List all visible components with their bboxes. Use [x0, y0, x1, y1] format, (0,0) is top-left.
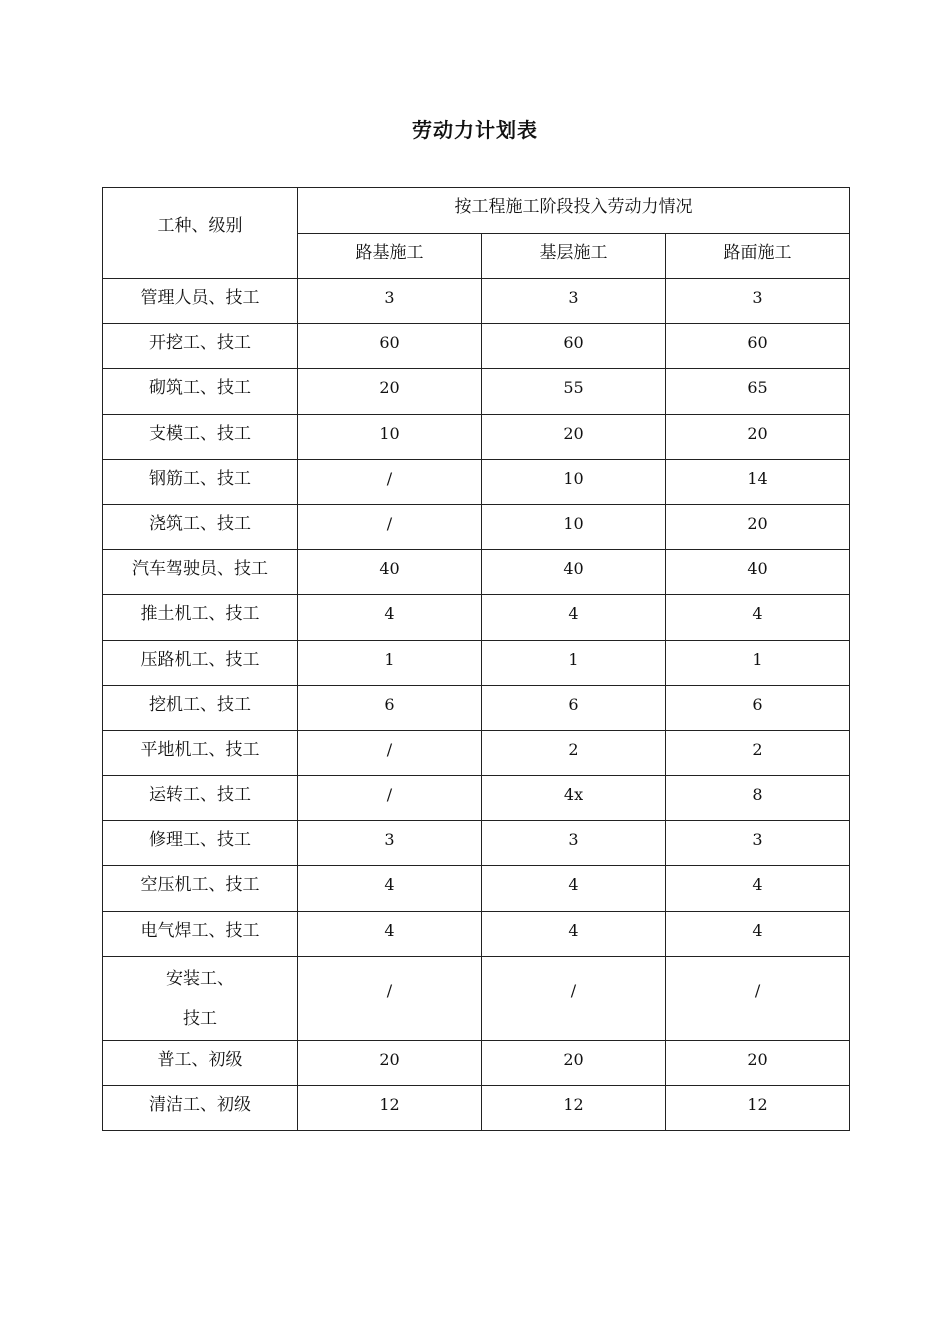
count-cell: 4x — [482, 776, 666, 821]
count-cell: 60 — [666, 324, 850, 369]
table-row — [103, 640, 850, 685]
table-row — [103, 1040, 850, 1085]
phase-header-base: 基层施工 — [482, 234, 666, 279]
trade-name-line-2: 技工 — [183, 1008, 217, 1029]
count-cell: 4 — [482, 911, 666, 956]
trade-name-line-1: 安装工、 — [166, 968, 234, 989]
table-row — [103, 324, 850, 369]
count-cell: 3 — [482, 821, 666, 866]
trade-name: 修理工、技工 — [103, 821, 298, 866]
count-cell: 14 — [666, 459, 850, 504]
count-cell: 40 — [482, 550, 666, 595]
count-cell: 3 — [298, 279, 482, 324]
count-cell: 1 — [666, 640, 850, 685]
table-row — [103, 279, 850, 324]
table-row — [103, 866, 850, 911]
table-row — [103, 1086, 850, 1131]
labor-plan-table — [102, 187, 850, 1131]
count-cell: 20 — [298, 1040, 482, 1085]
count-cell: 20 — [666, 504, 850, 549]
count-cell: 20 — [666, 414, 850, 459]
trade-name: 钢筋工、技工 — [103, 459, 298, 504]
trade-name: 汽车驾驶员、技工 — [103, 550, 298, 595]
table-row — [103, 595, 850, 640]
count-cell: 10 — [482, 504, 666, 549]
count-cell: 2 — [666, 730, 850, 775]
table-row — [103, 459, 850, 504]
count-cell: / — [298, 459, 482, 504]
count-cell: 55 — [482, 369, 666, 414]
table-row — [103, 685, 850, 730]
trade-name: 管理人员、技工 — [103, 279, 298, 324]
count-cell: 8 — [666, 776, 850, 821]
trade-name: 空压机工、技工 — [103, 866, 298, 911]
count-cell: 10 — [482, 459, 666, 504]
count-cell: 6 — [482, 685, 666, 730]
trade-name: 运转工、技工 — [103, 776, 298, 821]
count-cell: 6 — [666, 685, 850, 730]
count-cell: 4 — [482, 866, 666, 911]
count-cell: 4 — [666, 911, 850, 956]
count-cell: 60 — [482, 324, 666, 369]
count-cell: / — [298, 504, 482, 549]
count-cell: 3 — [298, 821, 482, 866]
table-row — [103, 956, 850, 1040]
trade-name: 清洁工、初级 — [103, 1086, 298, 1131]
count-cell: / — [482, 956, 666, 1040]
trade-name — [103, 956, 298, 1040]
phase-header-pavement: 路面施工 — [666, 234, 850, 279]
trade-name: 挖机工、技工 — [103, 685, 298, 730]
table-row — [103, 730, 850, 775]
table-row — [103, 550, 850, 595]
table-row — [103, 776, 850, 821]
count-cell: 40 — [666, 550, 850, 595]
count-cell: 4 — [666, 595, 850, 640]
count-cell: 3 — [482, 279, 666, 324]
trade-name: 开挖工、技工 — [103, 324, 298, 369]
count-cell: 2 — [482, 730, 666, 775]
count-cell: 4 — [482, 595, 666, 640]
trade-name: 压路机工、技工 — [103, 640, 298, 685]
phase-group-header: 按工程施工阶段投入劳动力情况 — [298, 188, 850, 234]
trade-name: 电气焊工、技工 — [103, 911, 298, 956]
count-cell: 4 — [666, 866, 850, 911]
count-cell: 20 — [298, 369, 482, 414]
count-cell: 1 — [482, 640, 666, 685]
table-row — [103, 821, 850, 866]
count-cell: 3 — [666, 821, 850, 866]
count-cell: 12 — [482, 1086, 666, 1131]
table-row — [103, 414, 850, 459]
count-cell: 12 — [666, 1086, 850, 1131]
count-cell: 1 — [298, 640, 482, 685]
count-cell: 60 — [298, 324, 482, 369]
page-title: 劳动力计划表 — [412, 118, 538, 142]
count-cell: 4 — [298, 911, 482, 956]
count-cell: 10 — [298, 414, 482, 459]
trade-name: 浇筑工、技工 — [103, 504, 298, 549]
trade-level-header: 工种、级别 — [103, 188, 298, 279]
count-cell: 12 — [298, 1086, 482, 1131]
table-header-row — [103, 188, 850, 234]
table-row — [103, 504, 850, 549]
count-cell: / — [298, 776, 482, 821]
count-cell: 20 — [666, 1040, 850, 1085]
trade-name: 平地机工、技工 — [103, 730, 298, 775]
table-row — [103, 911, 850, 956]
trade-name: 推土机工、技工 — [103, 595, 298, 640]
count-cell: 6 — [298, 685, 482, 730]
count-cell: / — [298, 730, 482, 775]
count-cell: 4 — [298, 866, 482, 911]
count-cell: / — [298, 956, 482, 1040]
count-cell: 3 — [666, 279, 850, 324]
table-row — [103, 369, 850, 414]
phase-header-subgrade: 路基施工 — [298, 234, 482, 279]
count-cell: / — [666, 956, 850, 1040]
count-cell: 65 — [666, 369, 850, 414]
trade-name: 支模工、技工 — [103, 414, 298, 459]
trade-name: 普工、初级 — [103, 1040, 298, 1085]
count-cell: 4 — [298, 595, 482, 640]
trade-name: 砌筑工、技工 — [103, 369, 298, 414]
count-cell: 20 — [482, 414, 666, 459]
count-cell: 20 — [482, 1040, 666, 1085]
count-cell: 40 — [298, 550, 482, 595]
